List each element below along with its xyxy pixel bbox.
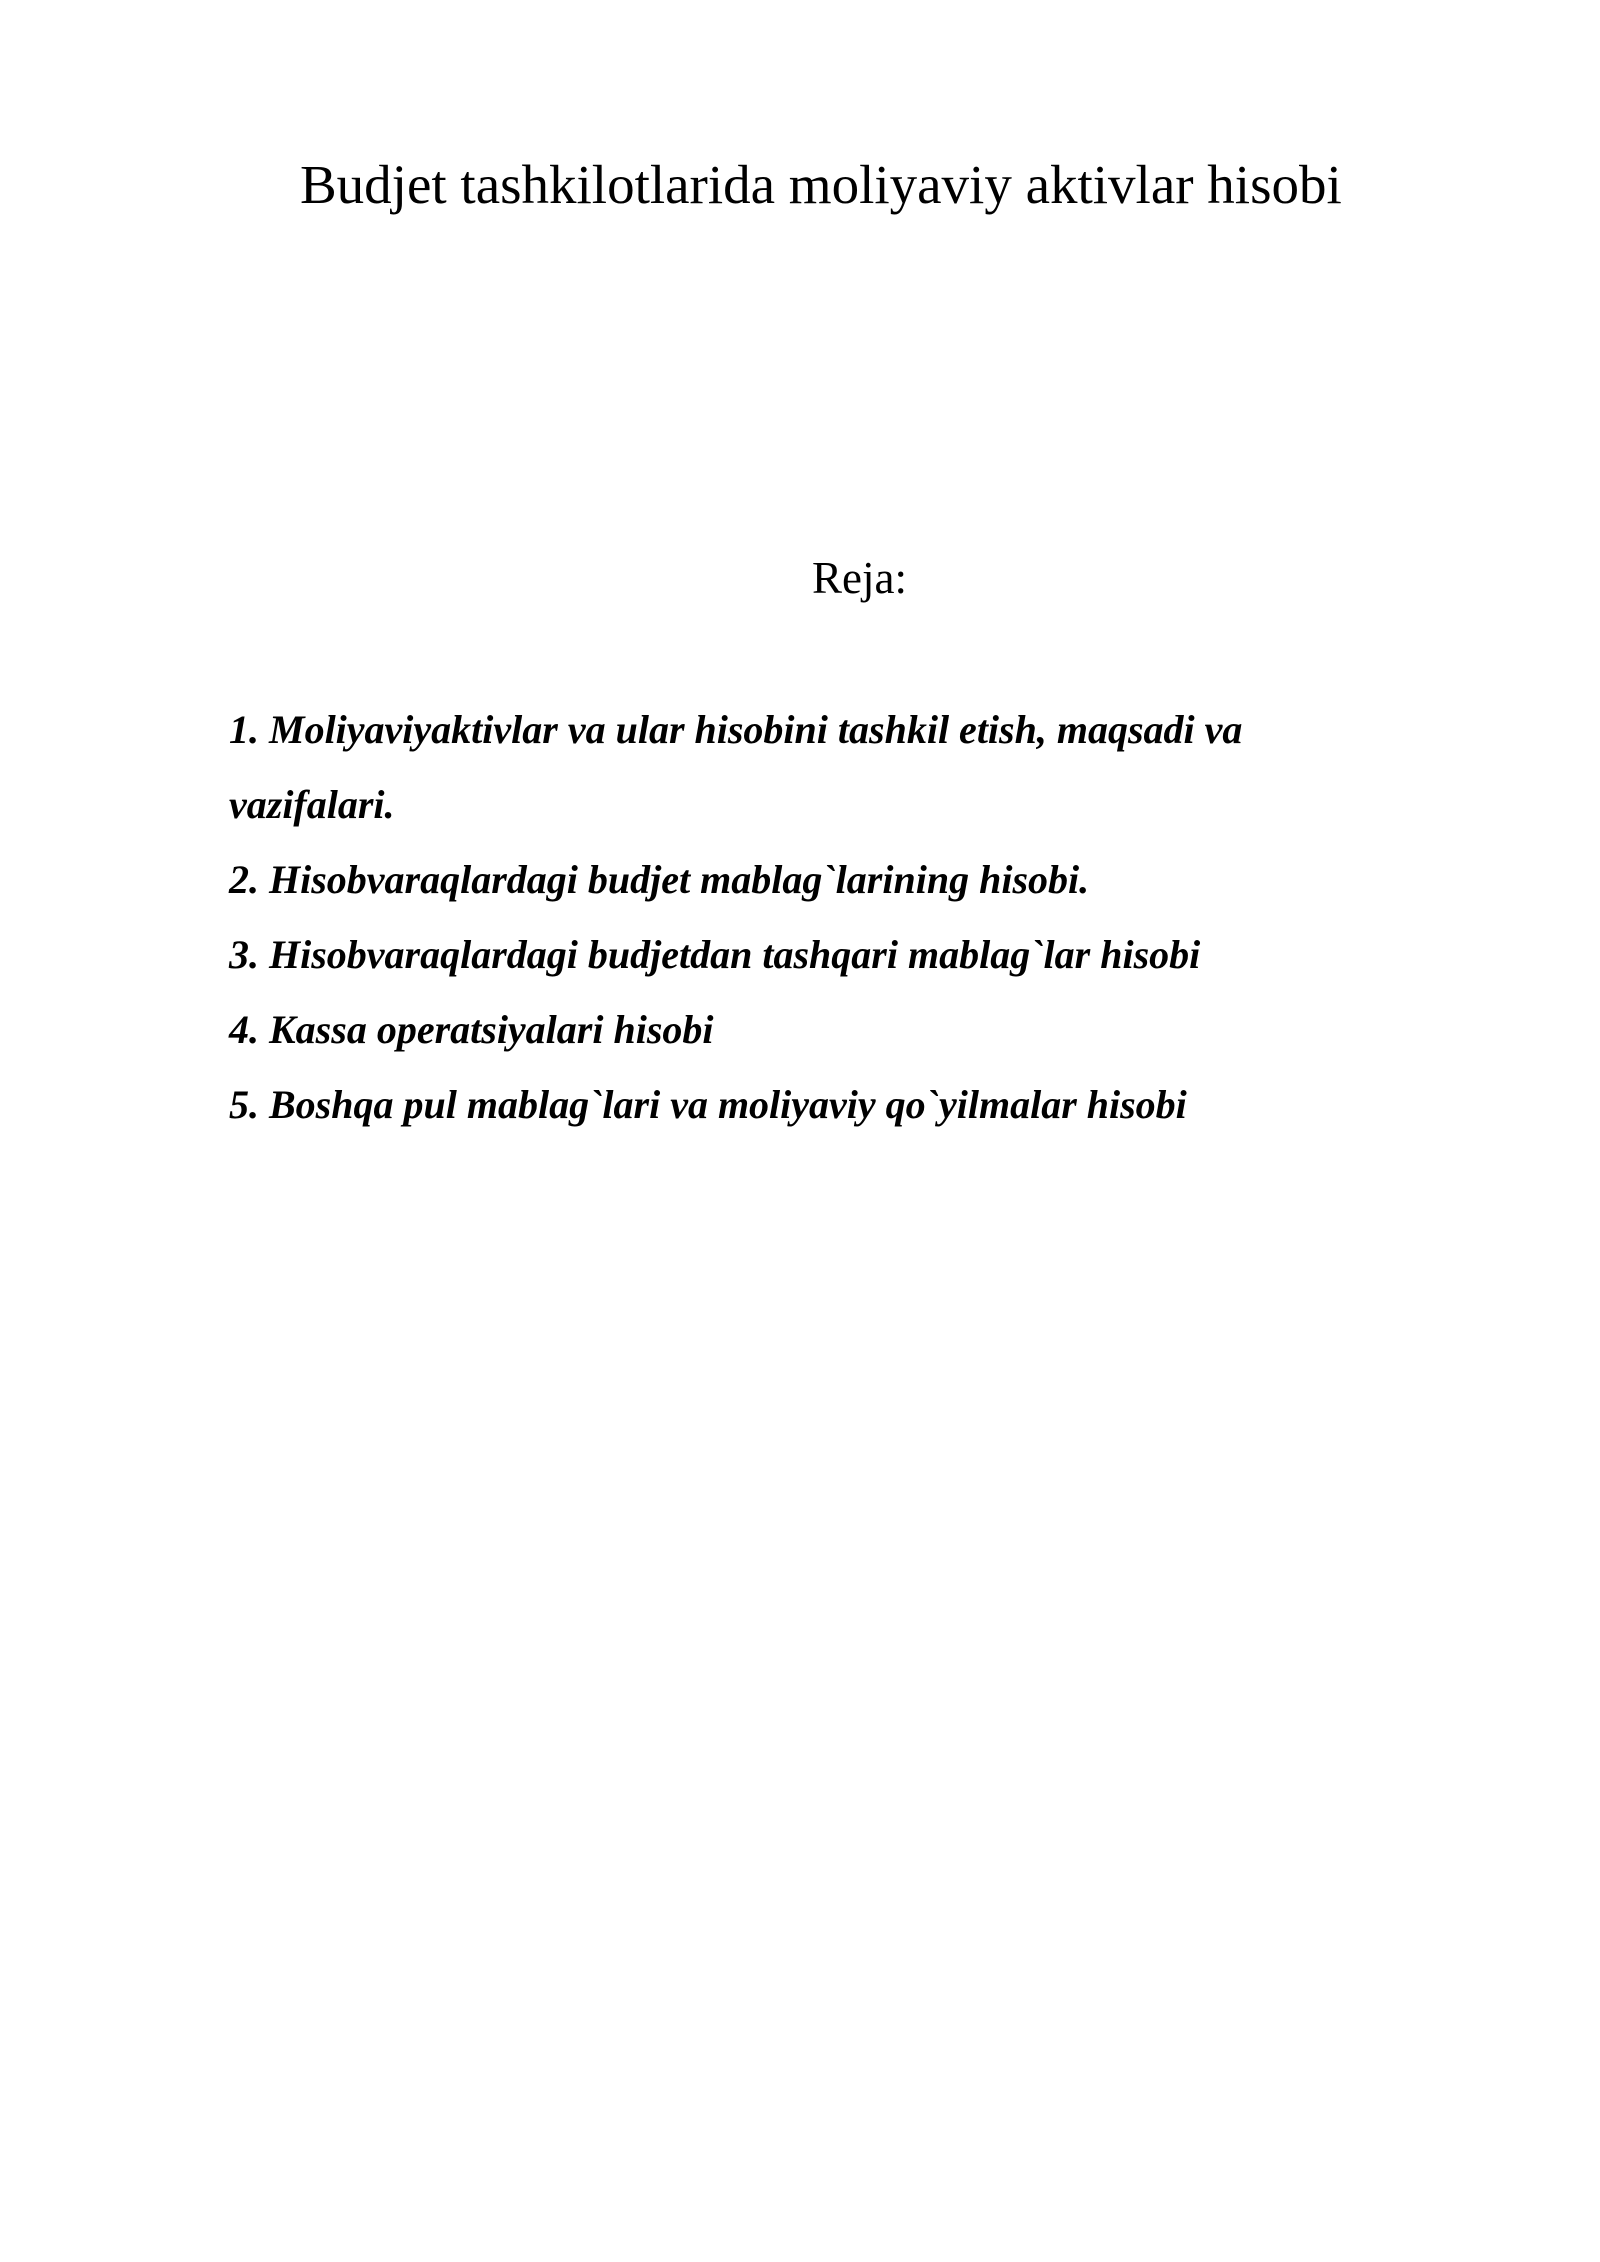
document-title: Budjet tashkilotlarida moliyaviy aktivlar hisobi [300,154,1342,215]
plan-heading: Reja: [812,553,907,603]
plan-list [229,692,1379,1142]
plan-item: 4. Kassa operatsiyalari hisobi [229,1007,714,1052]
plan-item: 2. Hisobvaraqlardagi budjet mablag`larining hisobi. [229,857,1090,902]
plan-item: 3. Hisobvaraqlardagi budjetdan tashqari mablag`lar hisobi [229,932,1201,977]
plan-item: 5. Boshqa pul mablag`lari va moliyaviy qo`yilmalar hisobi [229,1082,1187,1127]
plan-item: 1. Moliyaviyaktivlar va ular hisobini tashkil etish, maqsadi va vazifalari. [229,707,1243,827]
